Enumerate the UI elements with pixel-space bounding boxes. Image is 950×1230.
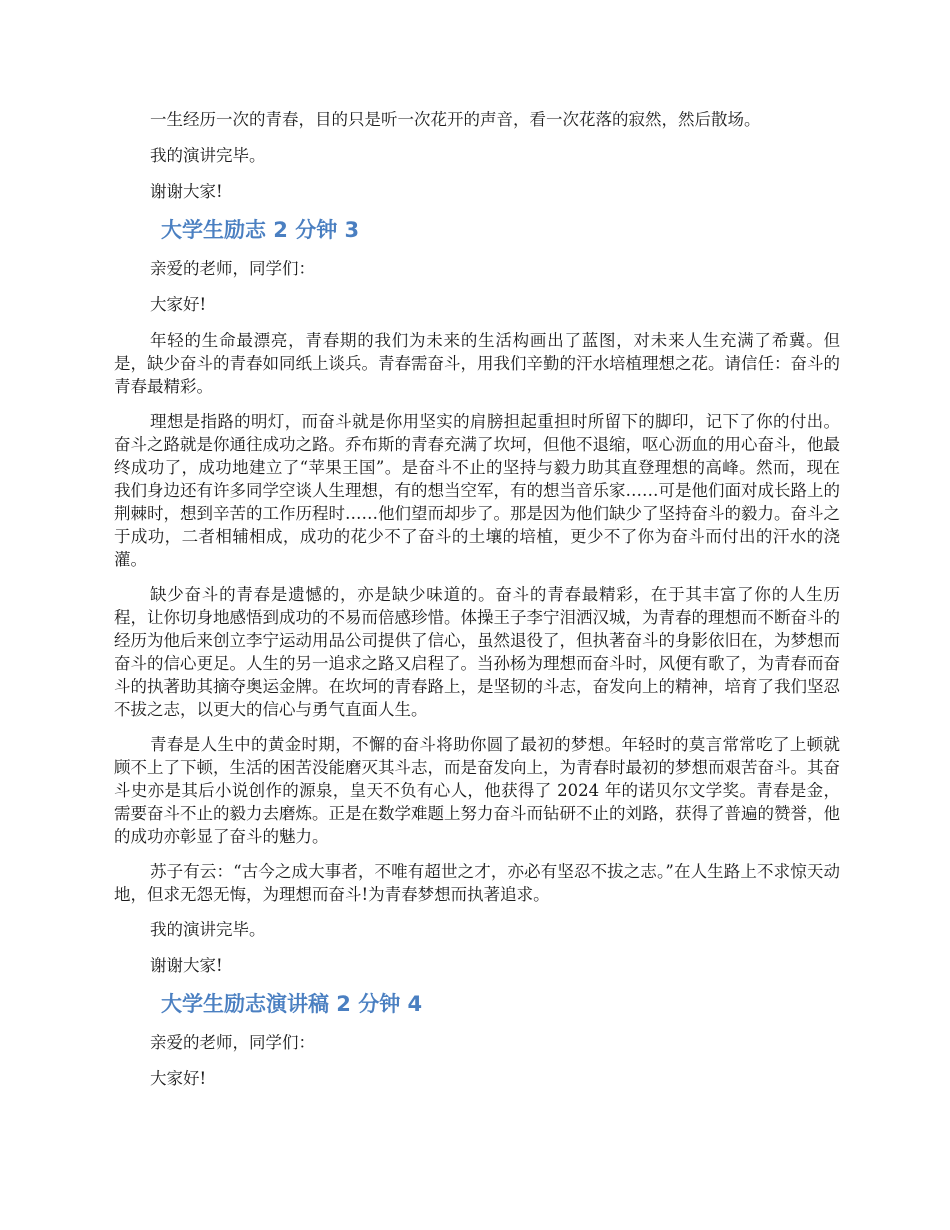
paragraph-body: 苏子有云：“古今之成大事者，不唯有超世之才，亦必有坚忍不拔之志。”在人生路上不求惊天动地，但求无怨无悔，为理想而奋斗!为青春梦想而执著追求。	[114, 862, 840, 904]
paragraph-thanks: 谢谢大家!	[150, 956, 223, 975]
paragraph-thanks: 谢谢大家!	[150, 182, 223, 201]
paragraph-body: 缺少奋斗的青春是遗憾的，亦是缺少味道的。奋斗的青春最精彩，在于其丰富了你的人生历程，让你切身地感悟到成功的不易而倍感珍惜。体操王子李宁泪洒汉城，为青春的理想而不断奋斗的经历为他后来创立李宁运动用品公司提供了信心，虽然退役了，但执著奋斗的身影依旧在，为梦想而奋斗的信心更足。人生的另一追求之路又启程了。当孙杨为理想而奋斗时，风便有歌了，为青春而奋斗的执著助其摘夺奥运金牌。在坎坷的青春路上，是坚韧的斗志，奋发向上的精神，培育了我们坚忍不拔之志，以更大的信心与勇气直面人生。	[114, 585, 840, 719]
section-heading-4: 大学生励志演讲稿 2 分钟 4	[161, 992, 423, 1016]
section-heading-3: 大学生励志 2 分钟 3	[161, 218, 360, 242]
paragraph-body: 青春是人生中的黄金时期，不懈的奋斗将助你圆了最初的梦想。年轻时的莫言常常吃了上顿就顾不上了下顿，生活的困苦没能磨灭其斗志，而是奋发向上，为青春时最初的梦想而艰苦奋斗。其奋斗史亦是其后小说创作的源泉，皇天不负有心人，他获得了 2024 年的诺贝尔文学奖。青春是金，需要奋斗不止的毅力去磨炼。正是在数学难题上努力奋斗而钻研不止的刘路，获得了普遍的赞誉，他的成功亦彰显了奋斗的魅力。	[114, 735, 840, 846]
paragraph-greeting: 大家好!	[150, 1069, 207, 1088]
paragraph-body: 理想是指路的明灯，而奋斗就是你用坚实的肩膀担起重担时所留下的脚印，记下了你的付出。奋斗之路就是你通往成功之路。乔布斯的青春充满了坎坷，但他不退缩，呕心沥血的用心奋斗，他最终成功了，成功地建立了“苹果王国”。是奋斗不止的坚持与毅力助其直登理想的高峰。然而，现在我们身边还有许多同学空谈人生理想，有的想当空军，有的想当音乐家……可是他们面对成长路上的荆棘时，想到辛苦的工作历程时……他们望而却步了。那是因为他们缺少了坚持奋斗的毅力。奋斗之于成功，二者相辅相成，成功的花少不了奋斗的土壤的培植，更少不了你为奋斗而付出的汗水的浇灌。	[114, 412, 840, 569]
paragraph-greeting: 大家好!	[150, 295, 207, 314]
paragraph-speech-end: 我的演讲完毕。	[150, 920, 266, 939]
paragraph-body: 年轻的生命最漂亮，青春期的我们为未来的生活构画出了蓝图，对未来人生充满了希冀。但是，缺少奋斗的青春如同纸上谈兵。青春需奋斗，用我们辛勤的汗水培植理想之花。请信任：奋斗的青春最精彩。	[114, 331, 840, 396]
document-page	[114, 108, 840, 1103]
paragraph-speech-end: 我的演讲完毕。	[150, 146, 266, 165]
paragraph-closing-line: 一生经历一次的青春，目的只是听一次花开的声音，看一次花落的寂然，然后散场。	[150, 110, 761, 129]
paragraph-salutation: 亲爱的老师，同学们：	[150, 259, 315, 278]
paragraph-salutation: 亲爱的老师，同学们：	[150, 1033, 315, 1052]
